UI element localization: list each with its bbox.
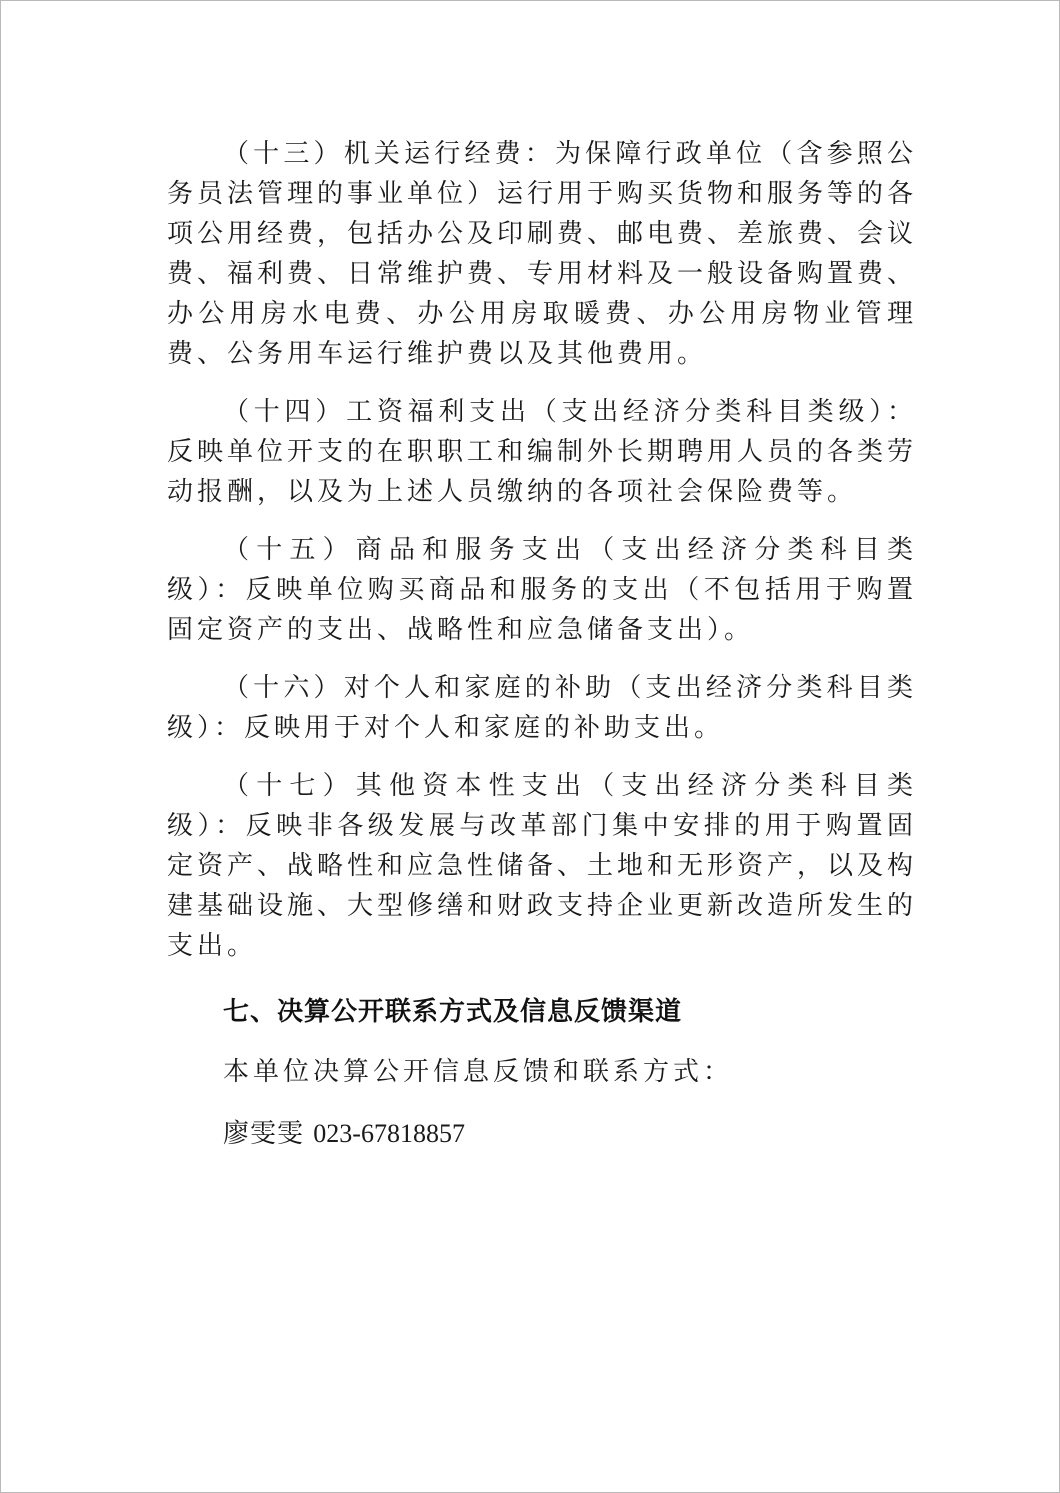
paragraph-16: （十六）对个人和家庭的补助（支出经济分类科目类级）：反映用于对个人和家庭的补助支出。 [167,673,917,743]
contact-name: 廖雯雯 [223,1119,305,1149]
paragraph-14: （十四）工资福利支出（支出经济分类科目类级）：反映单位开支的在职职工和编制外长期聘用人员的各类劳动报酬，以及为上述人员缴纳的各项社会保险费等。 [167,397,918,507]
contact-phone: 023-67818857 [313,1119,465,1148]
contact-intro: 本单位决算公开信息反馈和联系方式： [223,1057,734,1087]
paragraph-15: （十五）商品和服务支出（支出经济分类科目类级）：反映单位购买商品和服务的支出（不包括用于购置固定资产的支出、战略性和应急储备支出）。 [167,535,917,645]
document-body [167,134,917,1154]
paragraph-13: （十三）机关运行经费：为保障行政单位（含参照公务员法管理的事业单位）运行用于购买货物和服务等的各项公用经费，包括办公及印刷费、邮电费、差旅费、会议费、福利费、日常维护费、专用材料及一般设备购置费、办公用房水电费、办公用房取暖费、办公用房物业管理费、公务用车运行维护费以及其他费用。 [167,139,918,369]
contact-line [167,1114,917,1154]
paragraph-17: （十七）其他资本性支出（支出经济分类科目类级）：反映非各级发展与改革部门集中安排的用于购置固定资产、战略性和应急性储备、土地和无形资产，以及构建基础设施、大型修缮和财政支持企业更新改造所发生的支出。 [167,771,918,961]
section-7-heading: 七、决算公开联系方式及信息反馈渠道 [223,997,683,1027]
